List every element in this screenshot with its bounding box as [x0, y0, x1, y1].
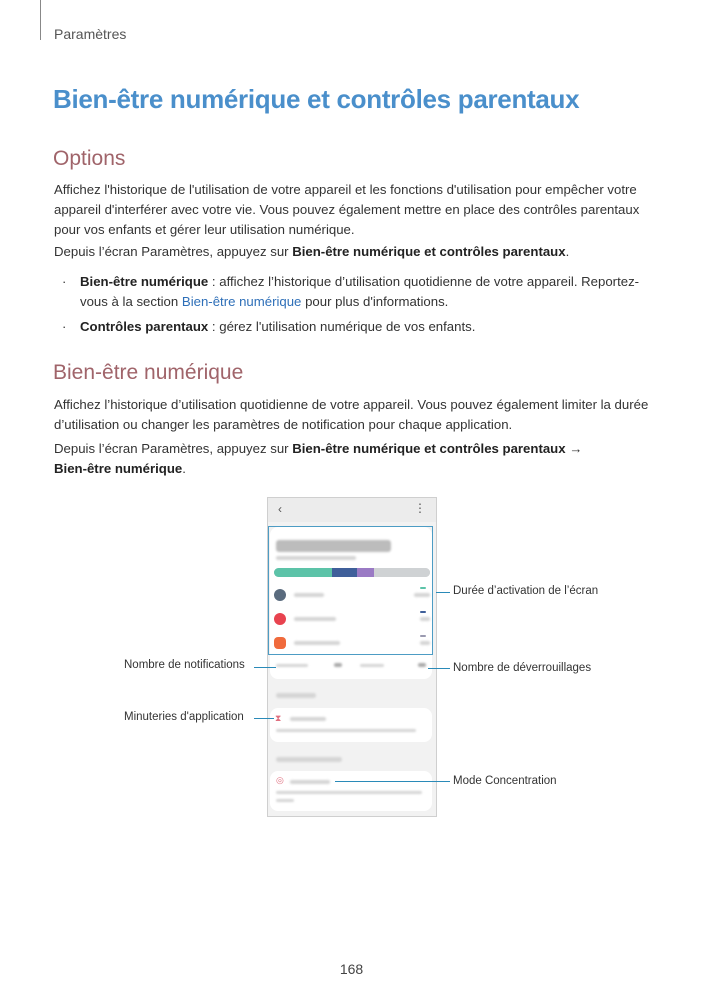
wellbeing-section-link[interactable]: Bien-être numérique	[181, 294, 302, 309]
callout-screen-time: Durée d’activation de l’écran	[453, 585, 599, 597]
callout-app-timers: Minuteries d'application	[124, 711, 244, 723]
focus-mode-desc	[276, 799, 294, 802]
callout-line	[254, 667, 276, 668]
focus-mode-desc	[276, 791, 422, 794]
back-icon[interactable]: ‹	[278, 502, 282, 516]
app-timers-title	[290, 717, 326, 721]
goals-heading	[276, 693, 316, 698]
callout-line	[254, 718, 274, 719]
more-options-icon[interactable]: ⋮	[414, 501, 426, 515]
header-rule	[40, 0, 41, 40]
unlocks-label	[360, 664, 384, 667]
options-intro: Affichez l'historique de l'utilisation de votre appareil et les fonctions d'utilisation pour empêcher votre appareil d'interférer avec votre vie. Vous pouvez également mettre en place des contrôles parentaux pour vos enfants et gérer leur utilisation numérique.	[54, 182, 640, 237]
bullet-dot: ·	[62, 319, 67, 334]
callout-notifications: Nombre de notifications	[124, 659, 245, 671]
notifications-count	[334, 663, 342, 667]
app-timers-card[interactable]	[270, 708, 432, 742]
wellbeing-path: Depuis l’écran Paramètres, appuyez sur Bien-être numérique et contrôles parentaux → Bien-être numérique.	[54, 441, 583, 476]
callout-line	[428, 668, 450, 669]
disconnect-heading	[276, 757, 342, 762]
focus-mode-title	[290, 780, 330, 784]
page-number: 168	[339, 961, 364, 977]
callout-line	[335, 781, 450, 782]
callout-line	[436, 592, 450, 593]
focus-icon: ◎	[276, 775, 284, 785]
timer-icon: ⧗	[275, 713, 282, 723]
running-header: Paramètres	[54, 26, 127, 42]
screen-time-highlight	[268, 526, 433, 655]
bullet-dot: ·	[62, 274, 67, 289]
page-title: Bien-être numérique et contrôles parentaux	[53, 84, 580, 114]
wellbeing-intro: Affichez l’historique d’utilisation quotidienne de votre appareil. Vous pouvez également limiter la durée d’utilisation ou changer les paramètres de notification pour chaque application.	[54, 397, 649, 432]
unlocks-count	[418, 663, 426, 667]
app-timers-desc	[276, 729, 416, 732]
section-heading-options: Options	[53, 147, 126, 170]
notifications-label	[276, 664, 308, 667]
phone-toolbar	[268, 498, 436, 522]
section-heading-wellbeing: Bien-être numérique	[53, 361, 244, 384]
callout-unlocks: Nombre de déverrouillages	[453, 662, 592, 674]
callout-focus-mode: Mode Concentration	[453, 775, 557, 787]
options-path: Depuis l’écran Paramètres, appuyez sur Bien-être numérique et contrôles parentaux.	[54, 244, 570, 259]
